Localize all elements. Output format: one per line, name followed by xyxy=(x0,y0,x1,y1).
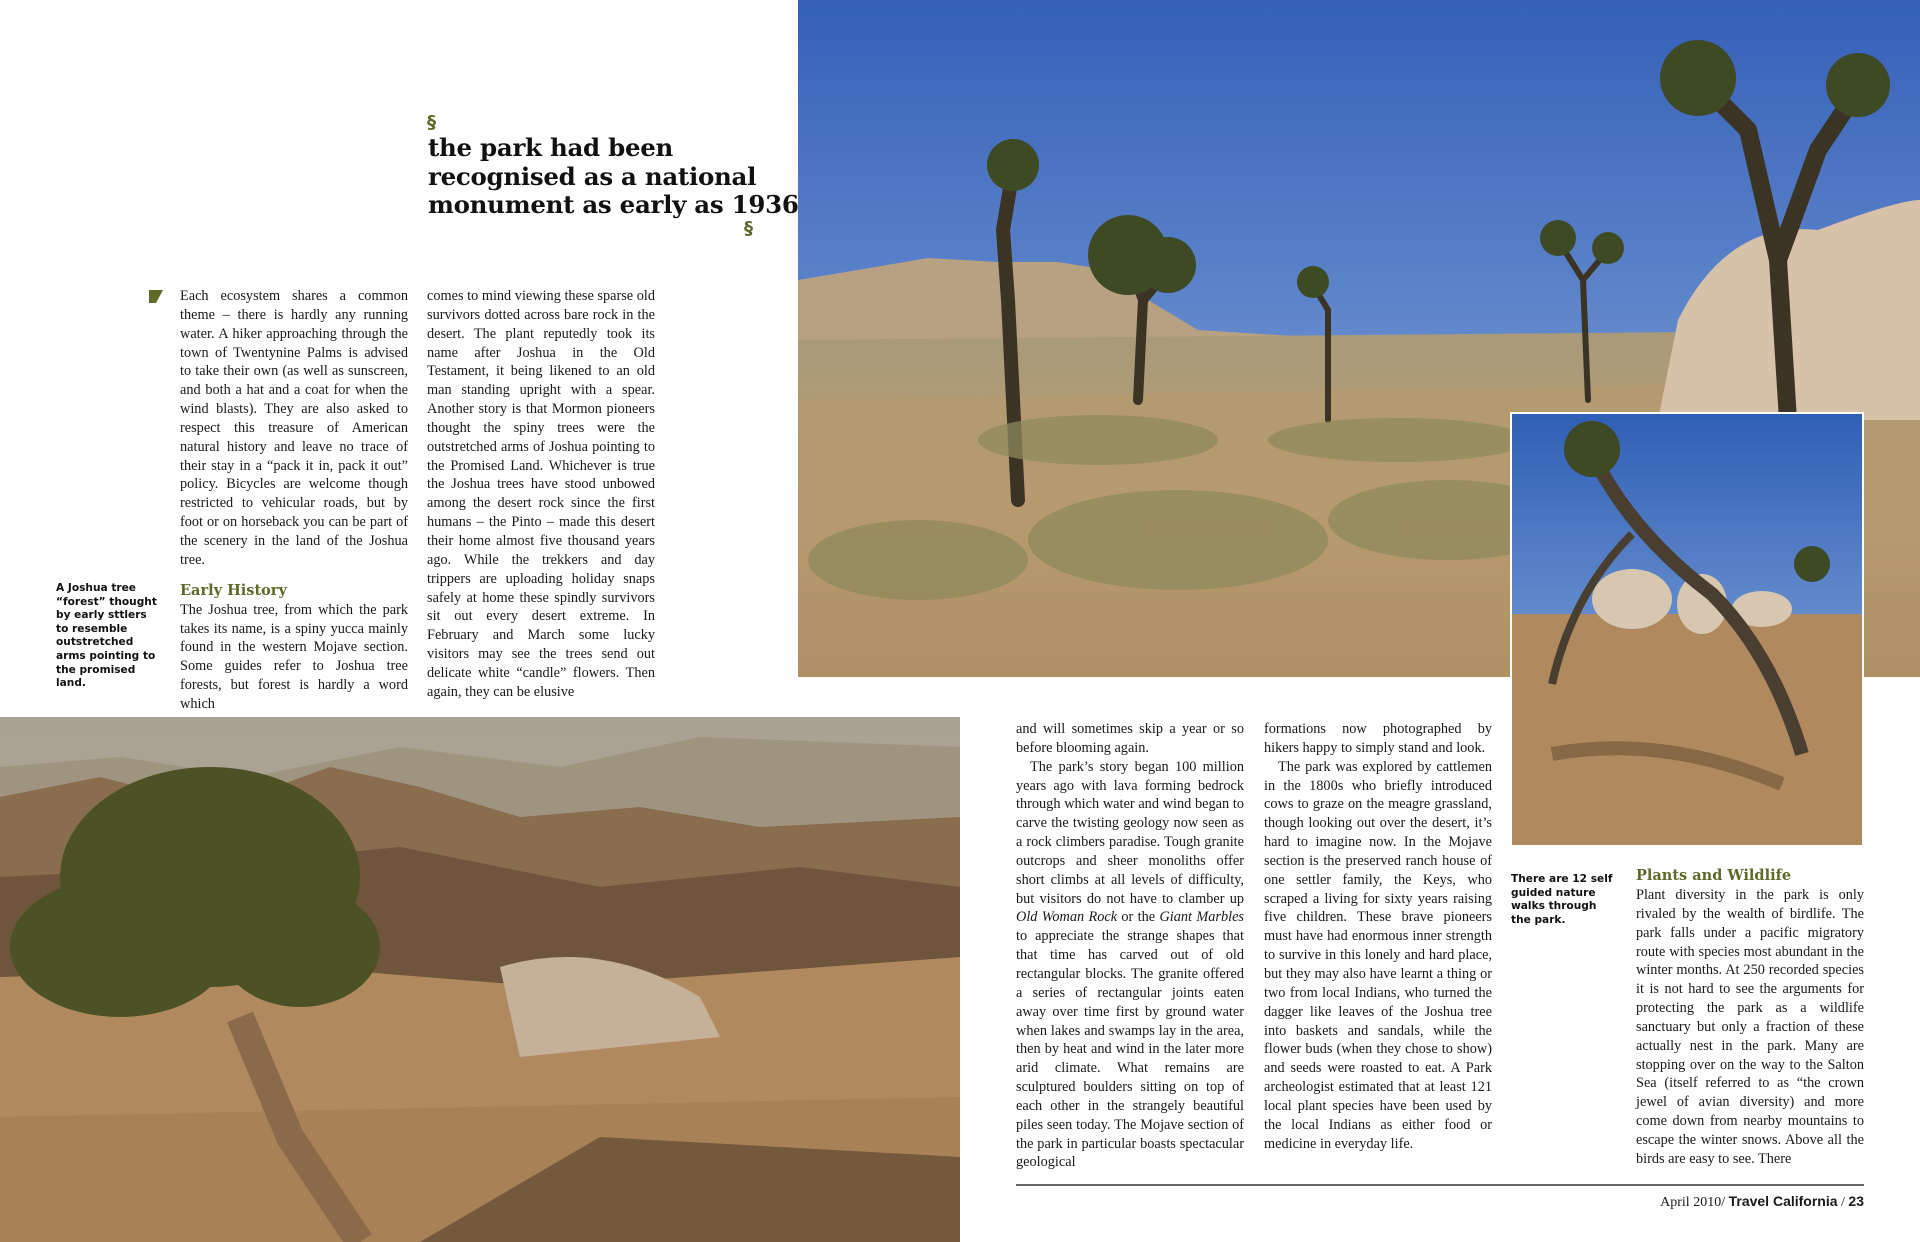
article-start-marker-icon xyxy=(149,290,163,303)
issue-date: April 2010/ xyxy=(1660,1195,1729,1210)
page-footer: April 2010/ Travel California / 23 xyxy=(1660,1193,1864,1210)
paragraph: Each ecosystem shares a common theme – there is hardly any running water. A hiker approaching through the town of Twentynine Palms is advised to take their own (as well as sunscreen, and both a hat and a coat for when the wind blasts). They are also asked to respect this treasure of American natural history and leave no trace of their stay in a “pack it in, pack it out” policy. Bicycles are welcome though restricted to vehicular roads, but by foot or on horseback you can be part of the scenery in the land of the Joshua tree. xyxy=(180,288,408,568)
paragraph: The Joshua tree, from which the park takes its name, is a spiny yucca mainly found in the western Mojave section. Some guides refer to Joshua tree forests, but forest is hardly a word which xyxy=(180,601,408,712)
ornament-icon-bottom: § xyxy=(744,218,753,239)
paragraph: comes to mind viewing these sparse old survivors dotted across bare rock in the desert. The plant reputedly took its name after Joshua in the Old Testament, it being likened to an old man standing upright with a spear. Another story is that Mormon pioneers thought the spiny trees were the outstretched arms of Joshua pointing to the Promised Land. Whichever is true the Joshua trees have stood unbowed among the desert rock since the first humans – the Pinto – made this desert their home almost five thousand years ago. While the trekkers and day trippers are uploading holiday snaps safely at home these spindly survivors sit out every desert extreme. In February and March some lucky visitors may see the trees send out delicate white “candle” flowers. Then again, they can be elusive xyxy=(427,288,655,700)
paragraph: formations now photographed by hikers happy to simply stand and look. xyxy=(1264,721,1492,756)
place-name: Giant Marbles xyxy=(1159,909,1244,926)
ornament-icon-top: § xyxy=(427,112,436,133)
paragraph: Plant diversity in the park is only rivaled by the wealth of birdlife. The park falls under a pacific migratory route with species most abundant in the winter months. At 250 recorded species it is not hard to see the arguments for protecting the park as a wildlife sanctuary but only a fraction of these actually nest in the park. Many are stopping over on the way to the Salton Sea (itself referred to as “the crown jewel of avian diversity) and more come down from nearby mountains to escape the winter snows. Above all the birds are easy to see. There xyxy=(1636,887,1864,1167)
article-column-5 xyxy=(1636,866,1864,1169)
paragraph: The park’s story began 100 million years ago with lava forming bedrock through which water and wind began to carve the twisting geology now seen as a rock climbers paradise. Tough granite outcrops and sheer monoliths offer short climbs at all levels of difficulty, but visitors do not have to clamber up Old Woman Rock or the Giant Marbles to appreciate the strange shapes that that time has carved out of old rectangular blocks. The granite offered a series of rectangular joints eaten away over time first by ground water when lakes and swamps lay in the area, then by heat and wind in the later more arid climate. What remains are sculptured boulders sitting on top of each other in the strangely beautiful piles seen today. The Mojave section of the park in particular boasts spectacular geological xyxy=(1016,758,1244,1171)
magazine-name: Travel California xyxy=(1728,1193,1838,1209)
photo-bent-joshua-tree xyxy=(1510,412,1864,847)
pull-quote xyxy=(428,134,799,220)
pull-quote-line: monument as early as 1936 xyxy=(428,190,799,219)
paragraph: and will sometimes skip a year or so before blooming again. xyxy=(1016,721,1244,756)
article-column-1 xyxy=(180,287,408,714)
pull-quote-line: the park had been xyxy=(428,133,674,162)
footer-rule xyxy=(1016,1184,1864,1186)
pull-quote-line: recognised as a national xyxy=(428,161,757,191)
photo-desert-overlook xyxy=(0,717,960,1242)
article-column-3 xyxy=(1016,720,1244,1172)
article-column-4 xyxy=(1264,720,1492,1153)
caption-nature-walks: There are 12 self guided nature walks through the park. xyxy=(1511,873,1613,926)
caption-joshua-forest: A Joshua tree “forest” thought by early sttlers to resemble outstretched arms pointing to the promised land. xyxy=(56,582,157,690)
section-heading-plants-wildlife: Plants and Wildlife xyxy=(1636,867,1792,884)
paragraph: The park was explored by cattlemen in the 1800s who briefly introduced cows to graze on the meagre grassland, though looking out over the desert, it’s hard to imagine now. In the Mojave section is the preserved ranch house of one settler family, the Keys, who scraped a living for sixty years raising five children. These brave pioneers must have had enormous inner strength to survive in this lonely and hard place, but they may also have learnt a thing or two from local Indians, who turned the dagger like leaves of the Joshua tree into baskets and sandals, while the flower buds (when they chose to show) and seeds were roasted to eat. A Park archeologist estimated that at least 121 local plant species have been used by the local Indians as either food or medicine in everyday life. xyxy=(1264,758,1492,1152)
place-name: Old Woman Rock xyxy=(1016,909,1118,926)
page-number: 23 xyxy=(1848,1193,1864,1209)
section-heading-early-history: Early History xyxy=(180,581,287,599)
article-column-2 xyxy=(427,287,655,702)
